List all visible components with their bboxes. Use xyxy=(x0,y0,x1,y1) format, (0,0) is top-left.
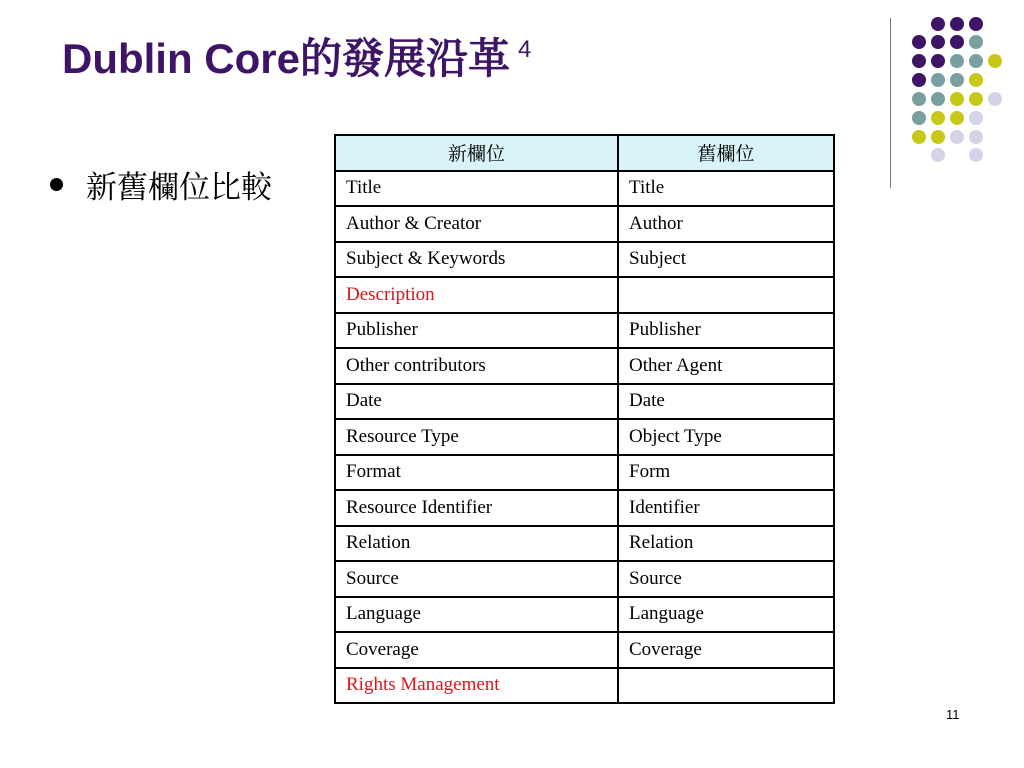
cell-old-field xyxy=(618,668,834,704)
bullet-icon xyxy=(50,178,63,191)
slide-title-superscript: 4 xyxy=(518,36,532,63)
bullet-text: 新舊欄位比較 xyxy=(86,170,272,206)
cell-new-field: Rights Management xyxy=(335,668,618,704)
cell-old-field: Author xyxy=(618,206,834,242)
comparison-table xyxy=(334,134,835,704)
decorative-dot xyxy=(912,35,926,49)
cell-old-field: Language xyxy=(618,597,834,633)
decorative-dot xyxy=(969,35,983,49)
decorative-dot xyxy=(969,111,983,125)
decorative-dot xyxy=(931,148,945,162)
cell-new-field: Author & Creator xyxy=(335,206,618,242)
table-row xyxy=(335,384,834,420)
decorative-dot xyxy=(912,111,926,125)
cell-new-field: Other contributors xyxy=(335,348,618,384)
cell-old-field: Object Type xyxy=(618,419,834,455)
decorative-dot xyxy=(950,54,964,68)
cell-old-field xyxy=(618,277,834,313)
cell-old-field: Date xyxy=(618,384,834,420)
cell-new-field: Resource Identifier xyxy=(335,490,618,526)
decorative-dot xyxy=(950,17,964,31)
cell-new-field: Source xyxy=(335,561,618,597)
table-row xyxy=(335,313,834,349)
cell-new-field: Description xyxy=(335,277,618,313)
slide-title xyxy=(62,35,532,82)
slide-title-text: Dublin Core的發展沿革 xyxy=(62,35,510,82)
cell-new-field: Format xyxy=(335,455,618,491)
table-row xyxy=(335,668,834,704)
decorative-dot xyxy=(931,92,945,106)
decorative-dot xyxy=(912,54,926,68)
cell-old-field: Identifier xyxy=(618,490,834,526)
decorative-dot xyxy=(969,73,983,87)
decorative-dot xyxy=(950,130,964,144)
table-row xyxy=(335,277,834,313)
cell-old-field: Title xyxy=(618,171,834,207)
table-row xyxy=(335,597,834,633)
table-row xyxy=(335,419,834,455)
table-row xyxy=(335,490,834,526)
decorative-dot xyxy=(931,17,945,31)
cell-new-field: Language xyxy=(335,597,618,633)
column-header-new: 新欄位 xyxy=(335,135,618,171)
cell-new-field: Publisher xyxy=(335,313,618,349)
column-header-old: 舊欄位 xyxy=(618,135,834,171)
cell-old-field: Relation xyxy=(618,526,834,562)
decorative-dot xyxy=(988,54,1002,68)
decorative-dot xyxy=(912,92,926,106)
decorative-dot xyxy=(969,130,983,144)
cell-new-field: Coverage xyxy=(335,632,618,668)
cell-old-field: Subject xyxy=(618,242,834,278)
decorative-dot xyxy=(931,35,945,49)
table-row xyxy=(335,171,834,207)
table-row xyxy=(335,455,834,491)
decorative-dot xyxy=(912,73,926,87)
decorative-dot xyxy=(969,92,983,106)
decorative-dot xyxy=(931,111,945,125)
decorative-dot xyxy=(912,130,926,144)
decorative-dot xyxy=(969,148,983,162)
cell-new-field: Subject & Keywords xyxy=(335,242,618,278)
page-number: 11 xyxy=(946,707,960,722)
table-row xyxy=(335,632,834,668)
cell-new-field: Relation xyxy=(335,526,618,562)
decorative-dot xyxy=(931,54,945,68)
table-body xyxy=(335,171,834,704)
cell-old-field: Other Agent xyxy=(618,348,834,384)
decorative-dot xyxy=(950,111,964,125)
decorative-dot xyxy=(969,17,983,31)
cell-new-field: Resource Type xyxy=(335,419,618,455)
cell-old-field: Coverage xyxy=(618,632,834,668)
decorative-divider xyxy=(890,18,891,188)
cell-new-field: Date xyxy=(335,384,618,420)
table-header-row xyxy=(335,135,834,171)
cell-old-field: Source xyxy=(618,561,834,597)
cell-old-field: Form xyxy=(618,455,834,491)
decorative-dot xyxy=(950,92,964,106)
decorative-dot xyxy=(988,92,1002,106)
table-row xyxy=(335,206,834,242)
table-row xyxy=(335,348,834,384)
decorative-dot xyxy=(931,73,945,87)
decorative-dot xyxy=(950,73,964,87)
cell-old-field: Publisher xyxy=(618,313,834,349)
decorative-dot xyxy=(969,54,983,68)
table-row xyxy=(335,526,834,562)
table-row xyxy=(335,242,834,278)
cell-new-field: Title xyxy=(335,171,618,207)
decorative-dot xyxy=(950,35,964,49)
table-row xyxy=(335,561,834,597)
decorative-dot xyxy=(931,130,945,144)
